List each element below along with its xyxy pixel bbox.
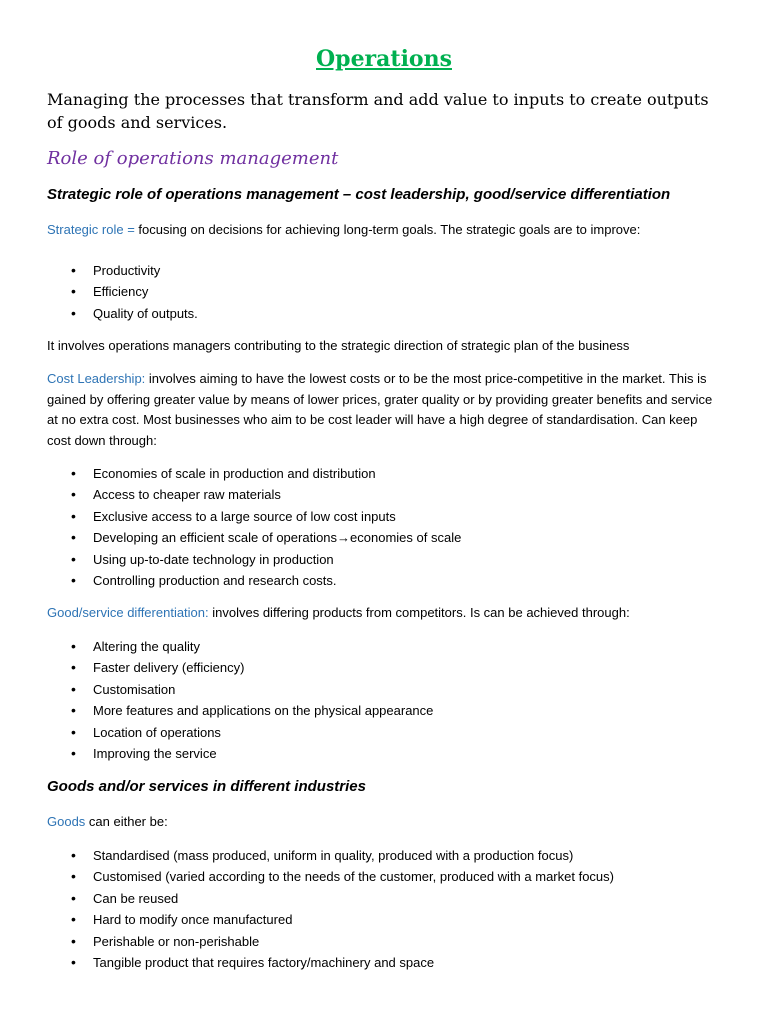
list-item: • Hard to modify once manufactured — [47, 909, 614, 930]
list-item: • Controlling production and research costs. — [47, 570, 461, 591]
list-item: • Standardised (mass produced, uniform in quality, produced with a production focus) — [47, 845, 614, 866]
goods-paragraph — [47, 812, 722, 833]
page-title: Operations — [316, 46, 452, 72]
list-item: • Quality of outputs. — [47, 303, 198, 324]
subheading-goods: Goods and/or services in different industries — [47, 778, 366, 795]
list-item: • Can be reused — [47, 888, 614, 909]
involves-paragraph: It involves operations managers contributing to the strategic direction of strategic plan of the business — [47, 338, 630, 353]
list-item: • Faster delivery (efficiency) — [47, 657, 433, 678]
intro-paragraph: Managing the processes that transform and add value to inputs to create outputs of goods and services. — [47, 90, 709, 132]
strategic-role-paragraph — [47, 220, 722, 241]
goods-text: can either be: — [85, 814, 168, 829]
cost-leadership-text: involves aiming to have the lowest costs or to be the most price-competitive in the market. This is gained by offering greater value by means of lower prices, grater quality or by providing greater benefits and service at no extra cost. Most businesses who aim to be cost leader will have a high degree of standardisation. Can keep cost down through: — [47, 371, 713, 448]
list-item: • Perishable or non-perishable — [47, 931, 614, 952]
differentiation-list — [47, 636, 433, 764]
differentiation-text: involves differing products from competitors. Is can be achieved through: — [208, 605, 630, 620]
goods-list — [47, 845, 614, 973]
list-item: • Location of operations — [47, 722, 433, 743]
goods-term: Goods — [47, 814, 86, 829]
list-item: • Access to cheaper raw materials — [47, 484, 461, 505]
list-item: • Tangible product that requires factory/machinery and space — [47, 952, 614, 973]
cost-leadership-paragraph — [47, 369, 722, 451]
differentiation-paragraph — [47, 603, 722, 624]
list-item: • Exclusive access to a large source of low cost inputs — [47, 506, 461, 527]
section-heading: Role of operations management — [47, 148, 339, 169]
list-item: • Customisation — [47, 679, 433, 700]
strategic-role-term: Strategic role = — [47, 222, 135, 237]
list-item: • More features and applications on the physical appearance — [47, 700, 433, 721]
list-item: • Altering the quality — [47, 636, 433, 657]
list-item: • Economies of scale in production and distribution — [47, 463, 461, 484]
list-item: • Efficiency — [47, 281, 198, 302]
subheading-strategic: Strategic role of operations management – cost leadership, good/service differentiation — [47, 186, 671, 203]
strategic-goals-list — [47, 260, 198, 324]
cost-leadership-list — [47, 463, 461, 591]
list-item: • Using up-to-date technology in production — [47, 549, 461, 570]
list-item: • Productivity — [47, 260, 198, 281]
list-item: • Improving the service — [47, 743, 433, 764]
list-item: • Customised (varied according to the needs of the customer, produced with a market focus) — [47, 866, 614, 887]
cost-leadership-term: Cost Leadership: — [47, 371, 146, 386]
differentiation-term: Good/service differentiation: — [47, 605, 209, 620]
strategic-role-text: focusing on decisions for achieving long-term goals. The strategic goals are to improve: — [134, 222, 641, 237]
list-item: • Developing an efficient scale of operations→economies of scale — [47, 527, 461, 548]
